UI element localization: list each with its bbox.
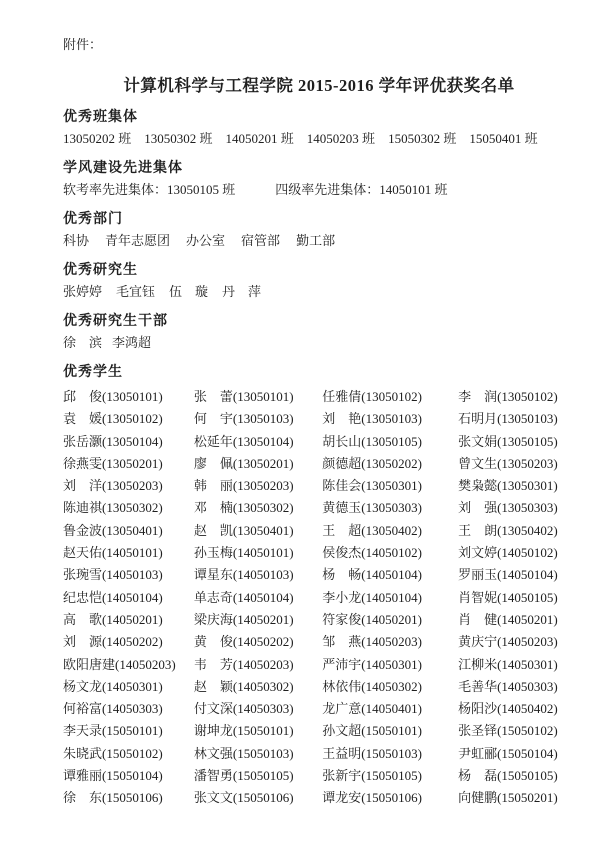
student-entry: 李 润(13050102) — [458, 389, 558, 404]
list-item: 13050302 班 — [144, 131, 213, 146]
student-entry: 张岳灏(13050104) — [63, 433, 163, 449]
list-item: 15050302 班 — [388, 131, 457, 146]
student-entry: 颜德超(13050202) — [322, 455, 422, 471]
section-excellent-graduate-cadres — [63, 311, 575, 353]
student-entry: 赵 凯(13050401) — [193, 522, 294, 538]
student-entry: 龙广意(14050401) — [322, 701, 422, 717]
student-entry: 何裕富(14050303) — [63, 701, 163, 717]
student-entry: 杨文龙(14050301) — [63, 678, 163, 694]
section-excellent-departments — [63, 209, 575, 251]
section-excellent-classes — [63, 107, 575, 149]
list-item: 伍 璇 — [169, 284, 209, 299]
student-entry: 张 蕾(13050101) — [193, 389, 294, 404]
student-entry: 刘 洋(13050203) — [63, 478, 163, 494]
student-entry: 单志奇(14050104) — [193, 589, 294, 605]
student-entry: 肖智妮(14050105) — [458, 589, 558, 605]
list-item: 宿管部 — [241, 233, 281, 248]
list-item: 徐 滨 — [63, 335, 103, 350]
student-entry: 谭星东(14050103) — [193, 567, 294, 583]
list-item: 李鸿超 — [112, 335, 152, 350]
student-entry: 谢坤龙(15050101) — [193, 723, 294, 739]
section-heading: 优秀研究生干部 — [63, 314, 168, 329]
list-item: 13050202 班 — [63, 131, 132, 146]
student-entry: 江柳米(14050301) — [458, 656, 558, 672]
list-item: 软考率先进集体：13050105 班 — [63, 182, 236, 197]
award-list — [63, 129, 575, 149]
award-list — [63, 333, 575, 353]
section-excellent-students — [63, 362, 575, 810]
list-item: 青年志愿团 — [105, 233, 171, 248]
student-entry: 赵天佑(14050101) — [63, 545, 163, 561]
student-entry: 王 朗(13050402) — [458, 522, 558, 538]
student-entry: 孙玉梅(14050101) — [193, 545, 294, 561]
student-entry: 谭龙安(15050106) — [322, 790, 422, 806]
award-list — [63, 282, 575, 302]
student-entry: 孙文超(15050101) — [322, 723, 422, 739]
attachment-label: 附件： — [63, 37, 103, 52]
student-entry: 邹 燕(14050203) — [322, 634, 422, 650]
student-entry: 梁庆海(14050201) — [193, 611, 294, 627]
student-entry: 严沛宇(14050301) — [322, 656, 422, 672]
student-entry: 付文深(14050303) — [193, 701, 294, 717]
student-entry: 林文强(15050103) — [193, 745, 294, 761]
student-entry: 杨 磊(15050105) — [458, 768, 558, 784]
award-list — [63, 180, 575, 200]
student-entry: 罗丽玉(14050104) — [458, 567, 558, 583]
student-entry: 何 宇(13050103) — [193, 411, 294, 427]
student-entry: 鲁金波(13050401) — [63, 522, 163, 538]
student-grid — [63, 386, 575, 810]
student-entry: 赵 颖(14050302) — [193, 678, 294, 694]
student-entry: 谭雅丽(15050104) — [63, 768, 163, 784]
student-entry: 张文文(15050106) — [193, 790, 294, 806]
student-entry: 徐 东(15050106) — [63, 790, 163, 806]
student-entry: 刘 强(13050303) — [458, 500, 558, 516]
student-entry: 王益明(15050103) — [322, 745, 422, 761]
list-item: 办公室 — [186, 233, 226, 248]
list-item: 四级率先进集体：14050101 班 — [275, 182, 448, 197]
student-entry: 高 歌(14050201) — [63, 611, 163, 627]
student-entry: 杨阳沙(14050402) — [458, 701, 558, 717]
student-entry: 胡长山(13050105) — [322, 433, 422, 449]
student-entry: 廖 佩(13050201) — [193, 455, 294, 471]
student-entry: 王 超(13050402) — [322, 522, 422, 538]
student-entry: 欧阳唐建(14050203) — [63, 656, 176, 672]
section-heading: 优秀研究生 — [63, 263, 138, 278]
student-entry: 黄庆宁(14050203) — [458, 634, 558, 650]
list-item: 张婷婷 — [63, 284, 103, 299]
student-entry: 侯俊杰(14050102) — [322, 545, 422, 561]
student-entry: 曾文生(13050203) — [458, 455, 558, 471]
student-entry: 樊枭懿(13050301) — [458, 478, 558, 494]
list-item: 14050203 班 — [306, 131, 376, 146]
section-study-style-collectives — [63, 158, 575, 200]
student-entry: 邓 楠(13050302) — [193, 500, 294, 516]
student-entry: 张圣铎(15050102) — [458, 723, 558, 739]
student-entry: 杨 畅(14050104) — [322, 567, 422, 583]
student-entry: 刘 艳(13050103) — [322, 411, 422, 427]
student-entry: 尹虹郦(15050104) — [458, 745, 558, 761]
list-item: 科协 — [63, 233, 90, 248]
student-entry: 松延年(13050104) — [193, 433, 294, 449]
student-entry: 黄 俊(14050202) — [193, 634, 294, 650]
student-entry: 符家俊(14050201) — [322, 611, 422, 627]
section-heading: 优秀学生 — [63, 365, 123, 380]
student-entry: 潘智勇(15050105) — [193, 768, 294, 784]
student-entry: 陈迪祺(13050302) — [63, 500, 163, 516]
page-title: 计算机科学与工程学院 2015-2016 学年评优获奖名单 — [123, 76, 515, 95]
student-entry: 纪忠恺(14050104) — [63, 589, 163, 605]
student-entry: 徐燕雯(13050201) — [63, 455, 163, 471]
student-entry: 张新宇(15050105) — [322, 768, 422, 784]
student-entry: 邱 俊(13050101) — [63, 389, 163, 404]
list-item: 14050201 班 — [225, 131, 294, 146]
student-entry: 刘文婷(14050102) — [458, 545, 558, 561]
student-entry: 袁 媛(13050102) — [63, 411, 163, 427]
list-item: 毛宜钰 — [116, 284, 156, 299]
award-list — [63, 231, 575, 251]
section-heading: 优秀班集体 — [63, 110, 138, 125]
student-entry: 张文娟(13050105) — [458, 433, 558, 449]
student-entry: 李小龙(14050104) — [322, 589, 422, 605]
student-entry: 刘 源(14050202) — [63, 634, 163, 650]
student-entry: 张琬雪(14050103) — [63, 567, 163, 583]
section-heading: 学风建设先进集体 — [63, 161, 183, 176]
section-heading: 优秀部门 — [63, 212, 123, 227]
student-entry: 石明月(13050103) — [458, 411, 558, 427]
student-entry: 黄德玉(13050303) — [322, 500, 422, 516]
student-entry: 肖 健(14050201) — [458, 611, 558, 627]
student-entry: 林依伟(14050302) — [322, 678, 422, 694]
student-entry: 李天录(15050101) — [63, 723, 163, 739]
list-item: 15050401 班 — [469, 131, 538, 146]
student-entry: 毛善华(14050303) — [458, 678, 558, 694]
student-entry: 韩 丽(13050203) — [193, 478, 294, 494]
list-item: 丹 萍 — [222, 284, 262, 299]
student-entry: 向健鹏(15050201) — [458, 790, 558, 806]
student-entry: 任雅倩(13050102) — [322, 389, 422, 404]
section-excellent-graduate-students — [63, 260, 575, 302]
student-entry: 朱晓武(15050102) — [63, 745, 163, 761]
student-entry: 陈佳会(13050301) — [322, 478, 422, 494]
student-entry: 韦 芳(14050203) — [193, 656, 294, 672]
list-item: 勤工部 — [296, 233, 336, 248]
